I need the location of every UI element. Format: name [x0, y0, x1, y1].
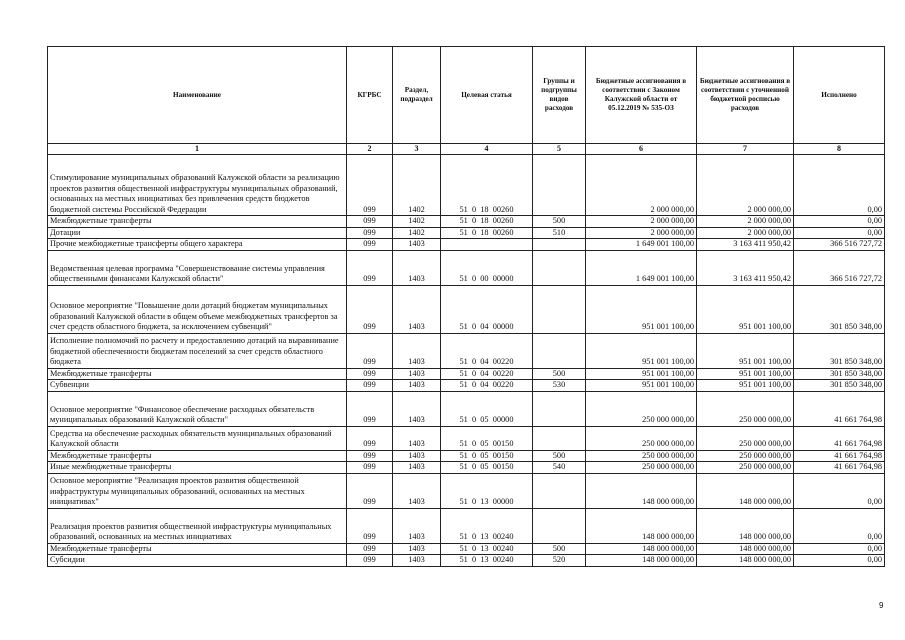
row-name: Субсидии [48, 555, 347, 567]
row-executed-amount: 301 850 348,00 [794, 285, 885, 333]
row-section: 1403 [393, 508, 441, 543]
row-section: 1403 [393, 543, 441, 555]
column-number: 5 [533, 144, 586, 155]
row-name: Субвенции [48, 380, 347, 392]
row-refined-amount: 951 001 100,00 [697, 368, 794, 380]
row-section: 1403 [393, 239, 441, 251]
row-section: 1403 [393, 368, 441, 380]
row-target: 51 0 13 00240 [441, 555, 533, 567]
row-name: Реализация проектов развития общественной инфраструктуры муниципальных образований, основанных на местных инициативах [48, 508, 347, 543]
row-executed-amount: 0,00 [794, 216, 885, 228]
row-kgrbs: 099 [347, 473, 393, 508]
row-executed-amount: 0,00 [794, 555, 885, 567]
row-law-amount: 1 649 001 100,00 [586, 250, 697, 285]
table-row [48, 227, 885, 239]
row-target: 51 0 05 00150 [441, 426, 533, 450]
row-target: 51 0 00 00000 [441, 250, 533, 285]
row-kgrbs: 099 [347, 450, 393, 462]
row-refined-amount: 148 000 000,00 [697, 473, 794, 508]
row-section: 1403 [393, 285, 441, 333]
row-section: 1402 [393, 216, 441, 228]
row-name: Основное мероприятие "Повышение доли дотаций бюджетам муниципальных образований Калужской области в общем объеме межбюджетных трансфертов за счет средств областного бюджета, за исключением субвенций" [48, 285, 347, 333]
column-number: 4 [441, 144, 533, 155]
row-target: 51 0 05 00000 [441, 391, 533, 426]
row-group [533, 285, 586, 333]
row-target: 51 0 04 00220 [441, 333, 533, 368]
row-kgrbs: 099 [347, 216, 393, 228]
row-section: 1403 [393, 380, 441, 392]
row-section: 1403 [393, 426, 441, 450]
row-name: Основное мероприятие "Финансовое обеспечение расходных обязательств муниципальных образований Калужской области" [48, 391, 347, 426]
table-row [48, 239, 885, 251]
table-row [48, 250, 885, 285]
row-group [533, 473, 586, 508]
row-group: 530 [533, 380, 586, 392]
row-refined-amount: 250 000 000,00 [697, 462, 794, 474]
table-row [48, 473, 885, 508]
row-group [533, 391, 586, 426]
row-kgrbs: 099 [347, 155, 393, 216]
row-law-amount: 951 001 100,00 [586, 380, 697, 392]
row-kgrbs: 099 [347, 227, 393, 239]
row-refined-amount: 250 000 000,00 [697, 450, 794, 462]
row-refined-amount: 250 000 000,00 [697, 391, 794, 426]
row-name: Межбюджетные трансферты [48, 368, 347, 380]
row-executed-amount: 0,00 [794, 155, 885, 216]
column-number: 3 [393, 144, 441, 155]
table-row [48, 543, 885, 555]
row-executed-amount: 41 661 764,98 [794, 391, 885, 426]
row-executed-amount: 41 661 764,98 [794, 426, 885, 450]
row-target: 51 0 13 00000 [441, 473, 533, 508]
row-group [533, 155, 586, 216]
row-name: Ведомственная целевая программа "Совершенствование системы управления общественными финансами Калужской области" [48, 250, 347, 285]
row-refined-amount: 3 163 411 950,42 [697, 250, 794, 285]
header-name: Наименование [48, 47, 347, 144]
header-target: Целевая статья [441, 47, 533, 144]
row-executed-amount: 0,00 [794, 227, 885, 239]
row-kgrbs: 099 [347, 508, 393, 543]
table-row [48, 285, 885, 333]
row-executed-amount: 0,00 [794, 543, 885, 555]
row-name: Средства на обеспечение расходных обязательств муниципальных образований Калужской области [48, 426, 347, 450]
row-law-amount: 148 000 000,00 [586, 555, 697, 567]
row-section: 1402 [393, 155, 441, 216]
row-executed-amount: 366 516 727,72 [794, 239, 885, 251]
row-refined-amount: 2 000 000,00 [697, 216, 794, 228]
row-refined-amount: 2 000 000,00 [697, 227, 794, 239]
row-group: 500 [533, 450, 586, 462]
table-row [48, 391, 885, 426]
row-refined-amount: 951 001 100,00 [697, 380, 794, 392]
row-law-amount: 951 001 100,00 [586, 285, 697, 333]
row-refined-amount: 951 001 100,00 [697, 333, 794, 368]
row-law-amount: 148 000 000,00 [586, 543, 697, 555]
row-section: 1403 [393, 250, 441, 285]
row-target: 51 0 04 00000 [441, 285, 533, 333]
row-target: 51 0 13 00240 [441, 543, 533, 555]
row-refined-amount: 148 000 000,00 [697, 555, 794, 567]
row-kgrbs: 099 [347, 368, 393, 380]
row-name: Межбюджетные трансферты [48, 543, 347, 555]
row-kgrbs: 099 [347, 333, 393, 368]
row-section: 1403 [393, 333, 441, 368]
row-law-amount: 148 000 000,00 [586, 508, 697, 543]
row-refined-amount: 148 000 000,00 [697, 508, 794, 543]
table-row [48, 333, 885, 368]
row-law-amount: 148 000 000,00 [586, 473, 697, 508]
row-executed-amount: 301 850 348,00 [794, 333, 885, 368]
row-law-amount: 2 000 000,00 [586, 227, 697, 239]
header-refined-allocations: Бюджетные ассигнования в соответствии с уточненной бюджетной росписью расходов [697, 47, 794, 144]
row-law-amount: 951 001 100,00 [586, 333, 697, 368]
table-row [48, 555, 885, 567]
row-group: 540 [533, 462, 586, 474]
row-group [533, 250, 586, 285]
table-row [48, 155, 885, 216]
row-target: 51 0 18 00260 [441, 216, 533, 228]
row-name: Прочие межбюджетные трансферты общего характера [48, 239, 347, 251]
row-law-amount: 2 000 000,00 [586, 216, 697, 228]
column-number: 1 [48, 144, 347, 155]
row-name: Межбюджетные трансферты [48, 216, 347, 228]
column-number: 8 [794, 144, 885, 155]
page-number: 9 [879, 601, 884, 610]
row-refined-amount: 3 163 411 950,42 [697, 239, 794, 251]
row-refined-amount: 951 001 100,00 [697, 285, 794, 333]
row-executed-amount: 0,00 [794, 473, 885, 508]
row-group: 520 [533, 555, 586, 567]
row-name: Иные межбюджетные трансферты [48, 462, 347, 474]
row-group: 500 [533, 368, 586, 380]
table-row [48, 508, 885, 543]
header-row [48, 47, 885, 144]
header-executed: Исполнено [794, 47, 885, 144]
row-law-amount: 250 000 000,00 [586, 426, 697, 450]
row-kgrbs: 099 [347, 380, 393, 392]
row-kgrbs: 099 [347, 250, 393, 285]
row-executed-amount: 41 661 764,98 [794, 450, 885, 462]
row-refined-amount: 2 000 000,00 [697, 155, 794, 216]
table-row [48, 380, 885, 392]
column-number: 7 [697, 144, 794, 155]
row-group [533, 333, 586, 368]
header-law-allocations: Бюджетные ассигнования в соответствии с Законом Калужской области от 05.12.2019 № 535-ОЗ [586, 47, 697, 144]
header-groups: Группы и подгруппы видов расходов [533, 47, 586, 144]
row-kgrbs: 099 [347, 543, 393, 555]
row-target: 51 0 05 00150 [441, 462, 533, 474]
row-law-amount: 2 000 000,00 [586, 155, 697, 216]
row-executed-amount: 301 850 348,00 [794, 380, 885, 392]
row-section: 1403 [393, 391, 441, 426]
row-target: 51 0 05 00150 [441, 450, 533, 462]
column-number: 6 [586, 144, 697, 155]
row-kgrbs: 099 [347, 555, 393, 567]
row-section: 1403 [393, 555, 441, 567]
row-executed-amount: 301 850 348,00 [794, 368, 885, 380]
row-target: 51 0 18 00260 [441, 227, 533, 239]
column-number-row [48, 144, 885, 155]
column-number: 2 [347, 144, 393, 155]
row-group [533, 239, 586, 251]
header-kgrbs: КГРБС [347, 47, 393, 144]
table-row [48, 462, 885, 474]
row-name: Основное мероприятие "Реализация проектов развития общественной инфраструктуры муниципальных образований, основанных на местных инициативах" [48, 473, 347, 508]
row-law-amount: 250 000 000,00 [586, 450, 697, 462]
row-name: Дотации [48, 227, 347, 239]
table-row [48, 216, 885, 228]
row-target [441, 239, 533, 251]
row-name: Межбюджетные трансферты [48, 450, 347, 462]
row-kgrbs: 099 [347, 239, 393, 251]
row-refined-amount: 250 000 000,00 [697, 426, 794, 450]
table-row [48, 368, 885, 380]
row-law-amount: 1 649 001 100,00 [586, 239, 697, 251]
row-section: 1403 [393, 462, 441, 474]
row-kgrbs: 099 [347, 426, 393, 450]
row-group: 500 [533, 543, 586, 555]
row-group: 500 [533, 216, 586, 228]
table-row [48, 450, 885, 462]
row-group: 510 [533, 227, 586, 239]
row-law-amount: 951 001 100,00 [586, 368, 697, 380]
row-target: 51 0 04 00220 [441, 368, 533, 380]
row-target: 51 0 04 00220 [441, 380, 533, 392]
row-law-amount: 250 000 000,00 [586, 462, 697, 474]
row-name: Исполнение полномочий по расчету и предоставлению дотаций на выравнивание бюджетной обеспеченности бюджетам поселений за счет средств областного бюджета [48, 333, 347, 368]
row-target: 51 0 18 00260 [441, 155, 533, 216]
row-executed-amount: 0,00 [794, 508, 885, 543]
table-row [48, 426, 885, 450]
row-executed-amount: 41 661 764,98 [794, 462, 885, 474]
budget-table [47, 46, 885, 567]
row-section: 1403 [393, 473, 441, 508]
row-kgrbs: 099 [347, 285, 393, 333]
row-refined-amount: 148 000 000,00 [697, 543, 794, 555]
row-name: Стимулирование муниципальных образований Калужской области за реализацию проектов развития общественной инфраструктуры муниципальных образований, основанных на местных инициативах без привлечения средств бюджетов бюджетной системы Российской Федерации [48, 155, 347, 216]
row-section: 1403 [393, 450, 441, 462]
row-group [533, 508, 586, 543]
row-kgrbs: 099 [347, 391, 393, 426]
row-group [533, 426, 586, 450]
row-kgrbs: 099 [347, 462, 393, 474]
row-law-amount: 250 000 000,00 [586, 391, 697, 426]
row-target: 51 0 13 00240 [441, 508, 533, 543]
row-section: 1402 [393, 227, 441, 239]
row-executed-amount: 366 516 727,72 [794, 250, 885, 285]
header-section: Раздел, подраздел [393, 47, 441, 144]
